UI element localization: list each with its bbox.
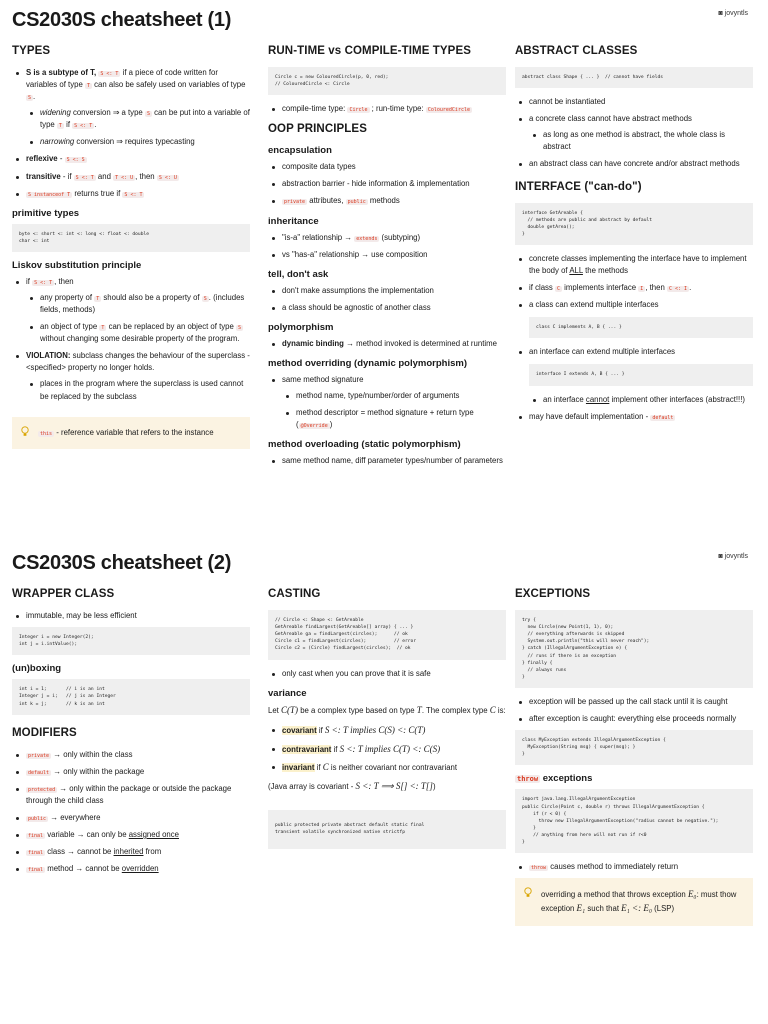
list-item: cannot be instantiated — [515, 96, 753, 108]
github-icon: ◙ — [718, 553, 723, 560]
list-item: a class can extend multiple interfaces class C implements A, B { ... } — [515, 299, 753, 338]
tip-callout: this - reference variable that refers to the instance — [12, 417, 250, 449]
subheading: (un)boxing — [12, 663, 62, 675]
wrapper-list — [12, 610, 250, 622]
list-item: final variable → can only be assigned once — [12, 829, 250, 841]
code-block: Integer i = new Integer(2); int j = i.intValue(); — [12, 627, 250, 655]
encapsulation-list — [268, 161, 506, 207]
subheading: variance — [268, 687, 307, 699]
java-array-note: (Java array is covariant - S <: T ⟹ S[] <: T[]) — [268, 781, 436, 792]
subheading: Liskov substitution principle — [12, 259, 142, 271]
section-heading: RUN-TIME vs COMPILE-TIME TYPES — [268, 45, 471, 57]
list-item: VIOLATION: subclass changes the behaviour of the superclass - <specified> property no longer holds. places in the program where the superclass is used cannot be replaced by the subclass — [12, 350, 250, 402]
modifiers-list — [12, 749, 250, 876]
list-item: abstraction barrier - hide information & implementation — [268, 178, 506, 190]
list-item: a class should be agnostic of another class — [268, 302, 506, 314]
code-block: // Circle <: Shape <: GetAreable GetAreable findLargest(GetAreable[] array) { ... } GetAreable ga = findLargest(circles); // ok Circle c1 = findLargest(circles); // error Circle c2 = (Circle) findLargest(circles); // ok — [268, 610, 506, 660]
list-item: private → only within the class — [12, 749, 250, 761]
tell-list — [268, 285, 506, 314]
types-list — [12, 67, 250, 200]
list-item: only cast when you can prove that it is safe — [268, 668, 506, 680]
code-block: class C implements A, B { ... } — [529, 317, 753, 338]
list-item: an abstract class can have concrete and/or abstract methods — [515, 158, 753, 170]
list-item: final method → cannot be overridden — [12, 863, 250, 875]
wrapper-section — [12, 588, 250, 880]
list-item: method name, type/number/order of arguments — [282, 390, 506, 402]
list-item: if class C implements interface I , then C <: I . — [515, 282, 753, 294]
lightbulb-icon — [524, 887, 532, 898]
code-block: interface GetAreable { // methods are public and abstract by default double getArea(); } — [515, 203, 753, 245]
types-section — [12, 45, 250, 449]
page-title: CS2030S cheatsheet (1) — [12, 9, 232, 31]
list-item: an interface cannot implement other interfaces (abstract!!!) — [529, 394, 753, 406]
variance-intro: Let C(T) be a complex type based on type T. The complex type C is: — [268, 704, 506, 715]
list-item: composite data types — [268, 161, 506, 173]
variance-list — [268, 724, 506, 776]
list-item: final class → cannot be inherited from — [12, 846, 250, 858]
exceptions-section — [515, 588, 753, 926]
subheading: encapsulation — [268, 145, 332, 157]
runtime-list — [268, 103, 506, 115]
list-item: public → everywhere — [12, 812, 250, 824]
list-item: exception will be passed up the call stack until it is caught — [515, 696, 753, 708]
list-item: method descriptor = method signature + return type ( @Override ) — [282, 407, 506, 431]
subheading: method overloading (static polymorphism) — [268, 439, 461, 451]
subheading: primitive types — [12, 207, 80, 219]
throw-list — [515, 861, 753, 873]
list-item: immutable, may be less efficient — [12, 610, 250, 622]
code-block: try { new Circle(new Point(1, 1), 0); // everything afterwards is skipped System.out.println("this will never reach"); } catch (IllegalArgumentException e) { // runs if there is an exception } finally { // always runs } — [515, 610, 753, 688]
page-title: CS2030S cheatsheet (2) — [12, 552, 232, 574]
section-heading: INTERFACE ("can-do") — [515, 180, 642, 193]
runtime-section — [268, 45, 506, 472]
list-item: contravariant if S <: T implies C(T) <: C(S) — [268, 743, 506, 757]
list-item: as long as one method is abstract, the whole class is abstract — [529, 129, 753, 153]
list-item: vs "has-a" relationship → use composition — [268, 249, 506, 261]
tip-callout: overriding a method that throws exception E₀: must thow exception E₁ such that E₁ <: E₀ (LSP) — [515, 878, 753, 926]
list-item: widening conversion ⇒ a type S can be put into a variable of type T if S <: T . — [26, 107, 250, 131]
section-heading: OOP PRINCIPLES — [268, 123, 367, 136]
abstract-list — [515, 96, 753, 170]
author-name: jovyntls — [724, 10, 748, 17]
casting-list — [268, 668, 506, 680]
list-item: private attributes, public methods — [268, 195, 506, 207]
list-item: same method signature method name, type/number/order of arguments method descriptor = method signature + return type ( @Override ) — [268, 374, 506, 431]
code-block: public protected private abstract default static final transient volatile synchronized native strictfp — [268, 810, 506, 848]
code-block: class MyException extends IllegalArgumentException { MyException(String msg) { super(msg); } } — [515, 730, 753, 765]
list-item: any property of T should also be a property of S . (includes fields, methods) — [26, 292, 250, 316]
list-item: S is a subtype of T, S <: T if a piece of code written for variables of type T can also be safely used on variables of type S . widening conversion ⇒ a type S can be put into a variable of type T if S <: T . narrowing conversion ⇒ requires typecasting — [12, 67, 250, 148]
list-item: dynamic binding → method invoked is determined at runtime — [268, 338, 506, 350]
section-heading: WRAPPER CLASS — [12, 588, 115, 600]
list-item: "is-a" relationship → extends (subtyping) — [268, 232, 506, 244]
subheading: polymorphism — [268, 321, 334, 333]
list-item: throw causes method to immediately return — [515, 861, 753, 873]
code-block: interface I extends A, B { ... } — [529, 364, 753, 385]
polymorphism-list — [268, 338, 506, 350]
interface-list — [515, 253, 753, 423]
list-item: don't make assumptions the implementation — [268, 285, 506, 297]
list-item: an interface can extend multiple interfaces interface I extends A, B { ... } an interface cannot implement other interfaces (abstract!!!) — [515, 346, 753, 405]
list-item: covariant if S <: T implies C(S) <: C(T) — [268, 724, 506, 738]
list-item: compile-time type: Circle ; run-time type: ColouredCircle — [268, 103, 506, 115]
list-item: may have default implementation - default — [515, 411, 753, 423]
list-item: an object of type T can be replaced by an object of type S without changing some desirable property of the program. — [26, 321, 250, 345]
code-block: int i = 1; // i is an int Integer j = i; // j is an Integer int k = j; // k is an int — [12, 679, 250, 714]
list-item: if S <: T , then any property of T should also be a property of S . (includes fields, methods) an object of type T can be replaced by an object of type S without changing some desirable property of the program. — [12, 276, 250, 345]
list-item: transitive - if S <: T and T <: U , then S <: U — [12, 171, 250, 183]
inheritance-list — [268, 232, 506, 261]
section-heading: ABSTRACT CLASSES — [515, 45, 638, 57]
section-heading: MODIFIERS — [12, 726, 77, 739]
casting-section — [268, 588, 506, 857]
subheading: method overriding (dynamic polymorphism) — [268, 357, 467, 369]
lightbulb-icon — [21, 426, 29, 437]
list-item: protected → only within the package or outside the package through the child class — [12, 783, 250, 807]
subheading: inheritance — [268, 215, 319, 227]
list-item: narrowing conversion ⇒ requires typecasting — [26, 136, 250, 148]
list-item: S instanceof T returns true if S <: T — [12, 188, 250, 200]
subheading: throw exceptions — [517, 773, 593, 785]
code-block: byte <: short <: int <: long <: float <: double char <: int — [12, 224, 250, 252]
list-item: places in the program where the superclass is used cannot be replaced by the subclass — [26, 378, 250, 402]
github-icon: ◙ — [718, 10, 723, 17]
code-block: Circle c = new ColouredCircle(p, 0, red); // ColouredCircle <: Circle — [268, 67, 506, 95]
section-heading: TYPES — [12, 45, 51, 57]
abstract-section — [515, 45, 753, 428]
list-item: reflexive - S <: S — [12, 153, 250, 165]
overriding-list — [268, 374, 506, 431]
section-heading: EXCEPTIONS — [515, 588, 591, 600]
section-heading: CASTING — [268, 588, 321, 600]
exceptions-list — [515, 696, 753, 725]
list-item: a concrete class cannot have abstract methods as long as one method is abstract, the whole class is abstract — [515, 113, 753, 153]
list-item: invariant if C is neither covariant nor contravariant — [268, 761, 506, 775]
author-credit — [718, 10, 748, 17]
list-item: same method name, diff parameter types/number of parameters — [268, 455, 506, 467]
author-credit — [718, 553, 748, 560]
list-item: concrete classes implementing the interface have to implement the body of ALL the methods — [515, 253, 753, 277]
subheading: tell, don't ask — [268, 268, 329, 280]
list-item: default → only within the package — [12, 766, 250, 778]
overloading-list — [268, 455, 506, 467]
list-item: after exception is caught: everything else proceeds normally — [515, 713, 753, 725]
code-block: abstract class Shape { ... } // cannot have fields — [515, 67, 753, 88]
author-name: jovyntls — [724, 553, 748, 560]
code-block: import java.lang.IllegalArgumentException public Circle(Point c, double r) throws IllegalArgumentException { if (r < 0) { throw new IllegalArgumentException("radius cannot be negative."); } // anything from here will not run if r<0 } — [515, 789, 753, 853]
lsp-list — [12, 276, 250, 403]
